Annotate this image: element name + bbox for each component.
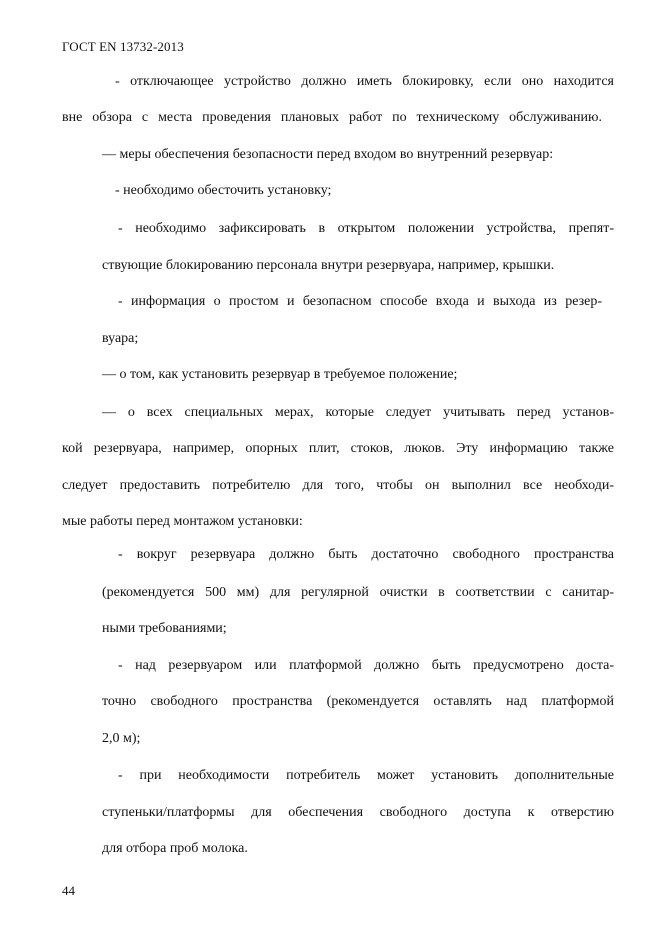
text-line: — о всех специальных мерах, которые следует учитывать перед установ- — [102, 405, 614, 420]
text-line: - вокруг резервуара должно быть достаточно свободного пространства — [118, 547, 614, 562]
text-line: - отключающее устройство должно иметь блокировку, если оно находится — [115, 74, 614, 89]
text-line: мые работы перед монтажом установки: — [62, 514, 303, 529]
text-line: для отбора проб молока. — [102, 841, 248, 856]
text-line: — меры обеспечения безопасности перед входом во внутренний резервуар: — [102, 147, 554, 162]
page-number: 44 — [62, 883, 75, 898]
text-line: 2,0 м); — [102, 731, 141, 746]
text-line: (рекомендуется 500 мм) для регулярной очистки в соответствии с санитар- — [102, 585, 614, 600]
text-line: - над резервуаром или платформой должно быть предусмотрено доста- — [118, 658, 614, 673]
text-line: ствующие блокированию персонала внутри резервуара, например, крышки. — [102, 258, 555, 273]
text-line: кой резервуара, например, опорных плит, стоков, люков. Эту информацию также — [62, 441, 614, 456]
text-line: вуара; — [102, 331, 139, 346]
text-line: следует предоставить потребителю для того, чтобы он выполнил все необходи- — [62, 478, 614, 493]
text-line: ступеньки/платформы для обеспечения свободного доступа к отверстию — [102, 805, 614, 820]
text-line: - информация о простом и безопасном способе входа и выхода из резер- — [118, 294, 602, 309]
text-line: — о том, как установить резервуар в требуемое положение; — [102, 367, 458, 382]
text-line: - при необходимости потребитель может установить дополнительные — [118, 768, 614, 783]
text-line: точно свободного пространства (рекомендуется оставлять над платформой — [102, 694, 614, 709]
text-line: - необходимо зафиксировать в открытом положении устройства, препят- — [118, 221, 614, 236]
text-line: вне обзора с места проведения плановых работ по техническому обслуживанию. — [62, 110, 602, 125]
text-line: - необходимо обесточить установку; — [115, 183, 332, 198]
text-line: ными требованиями; — [102, 621, 227, 636]
document-header: ГОСТ EN 13732-2013 — [62, 39, 184, 54]
